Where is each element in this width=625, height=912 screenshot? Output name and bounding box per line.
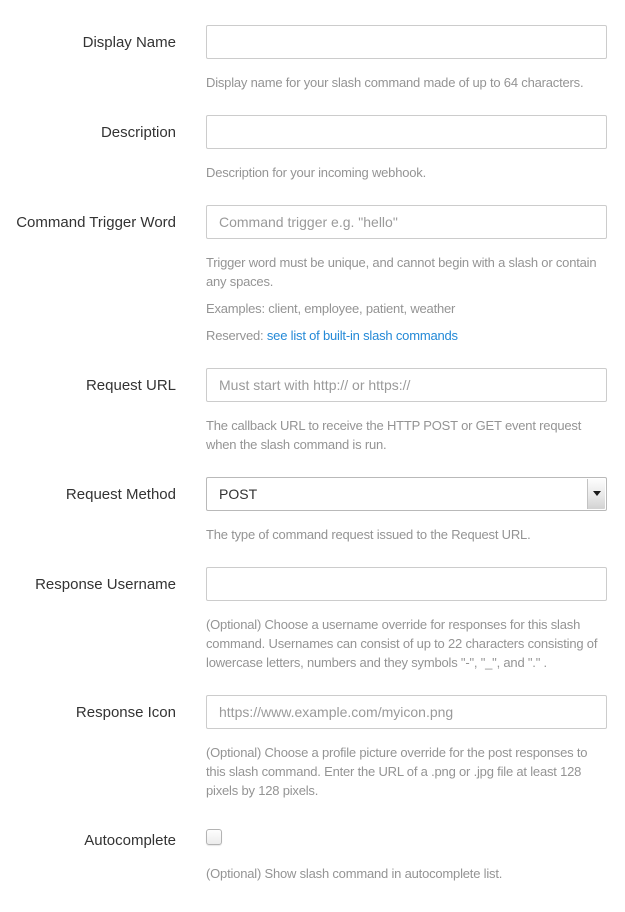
autocomplete-checkbox[interactable] (206, 829, 222, 845)
display-name-input[interactable] (206, 25, 607, 59)
request-url-help: The callback URL to receive the HTTP POST or GET event request when the slash command is run. (206, 418, 582, 452)
form-group-request-url (0, 368, 607, 454)
response-username-label: Response Username (35, 576, 176, 593)
built-in-commands-link[interactable]: see list of built-in slash commands (266, 328, 458, 343)
form-group-request-method (0, 477, 607, 544)
description-label: Description (100, 124, 176, 141)
form-group-response-icon (0, 695, 607, 800)
form-group-description (0, 115, 607, 182)
request-method-help: The type of command request issued to the Request URL. (206, 527, 531, 542)
select-dropdown-button[interactable] (587, 479, 605, 509)
request-method-value: POST (219, 486, 258, 502)
request-method-label: Request Method (65, 486, 176, 503)
request-method-select[interactable] (206, 477, 607, 511)
request-url-input[interactable] (206, 368, 607, 402)
trigger-word-examples: Examples: client, employee, patient, weather (206, 301, 456, 316)
trigger-word-reserved (206, 326, 607, 345)
autocomplete-help: (Optional) Show slash command in autocomplete list. (206, 866, 503, 881)
form-group-autocomplete (0, 823, 607, 883)
trigger-word-help: Trigger word must be unique, and cannot begin with a slash or contain any spaces. (206, 255, 597, 289)
response-icon-help: (Optional) Choose a profile picture override for the post responses to this slash command. Enter the URL of a .png or .jpg file at least 128 pixels by 128 pixels. (206, 745, 588, 798)
request-url-label: Request URL (85, 377, 176, 394)
response-icon-label: Response Icon (75, 704, 176, 721)
description-help: Description for your incoming webhook. (206, 165, 427, 180)
form-group-display-name (0, 25, 607, 92)
caret-down-icon (593, 491, 601, 496)
display-name-label: Display Name (82, 34, 176, 51)
form-group-trigger-word (0, 205, 607, 345)
trigger-word-input[interactable] (206, 205, 607, 239)
description-input[interactable] (206, 115, 607, 149)
reserved-prefix: Reserved: (206, 328, 267, 343)
response-username-help: (Optional) Choose a username override for responses for this slash command. Usernames can consist of up to 22 characters consisting of lowercase letters, numbers and they symbols "-", "_", and "." . (206, 617, 598, 670)
response-icon-input[interactable] (206, 695, 607, 729)
form-group-response-username (0, 567, 607, 672)
response-username-input[interactable] (206, 567, 607, 601)
trigger-word-label: Command Trigger Word (16, 214, 176, 231)
autocomplete-label: Autocomplete (84, 832, 176, 849)
display-name-help: Display name for your slash command made of up to 64 characters. (206, 75, 584, 90)
